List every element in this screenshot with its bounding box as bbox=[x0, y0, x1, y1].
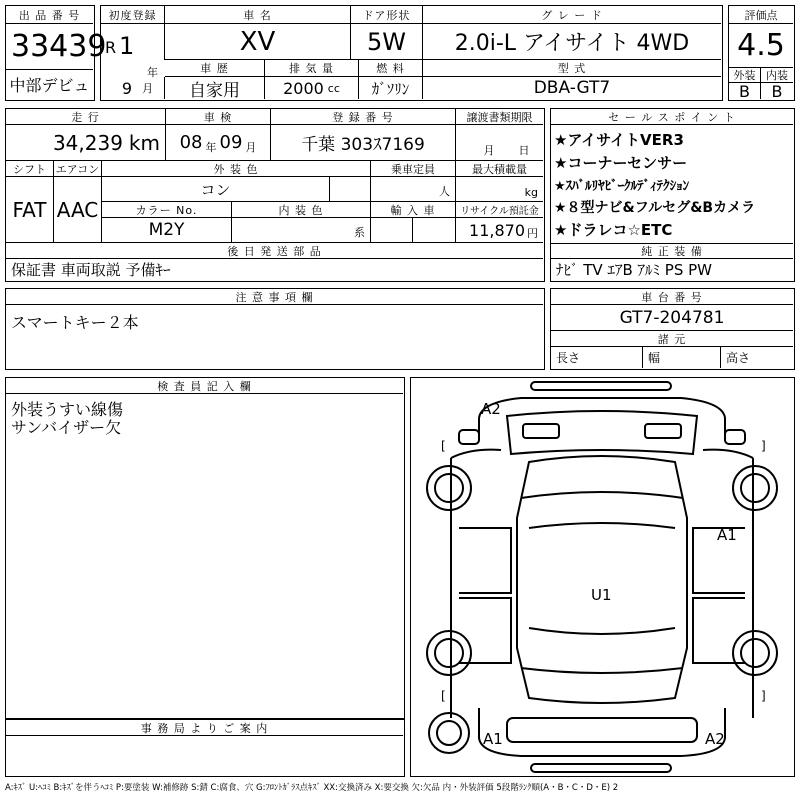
lot-block bbox=[5, 5, 107, 101]
sales-header: セ ー ル ス ポ イ ン ト bbox=[551, 109, 793, 125]
color-no-value: M2Y bbox=[102, 218, 232, 243]
mark-rear-left: A1 bbox=[483, 730, 503, 748]
recycle-unit: 円 bbox=[527, 227, 538, 240]
main-info-block bbox=[100, 5, 723, 101]
mileage-unit: km bbox=[128, 130, 160, 155]
registration-header: 初度登録 bbox=[101, 6, 165, 24]
later-parts-header: 後 日 発 送 部 品 bbox=[6, 243, 543, 259]
width-label: 幅 bbox=[643, 347, 721, 368]
inspection-year: 08 bbox=[179, 132, 203, 153]
interior-color-header: 内 装 色 bbox=[232, 202, 371, 218]
transfer-header: 譲渡書類期限 bbox=[456, 109, 543, 125]
sales-point-5: ★ドラレコ☆ETC bbox=[554, 221, 673, 239]
interior-color-unit: 系 bbox=[232, 218, 371, 243]
door-value: 5W bbox=[351, 24, 423, 60]
displacement-value: 2000 bbox=[283, 78, 324, 98]
grade-value: 2.0i-L アイサイト 4WD bbox=[423, 24, 721, 60]
registration-month: 9 bbox=[121, 78, 133, 98]
inspection-month-unit: 月 bbox=[245, 140, 257, 154]
notes-block bbox=[5, 288, 545, 370]
import-cell-a bbox=[371, 218, 413, 243]
notes-value: スマートキー２本 bbox=[11, 313, 139, 332]
door-header: ドア形状 bbox=[351, 6, 423, 24]
registration-month-cell bbox=[101, 77, 165, 99]
equipment-header: 純 正 装 備 bbox=[551, 243, 793, 259]
history-value: 自家用 bbox=[165, 77, 265, 99]
svg-text:]: ] bbox=[761, 689, 766, 703]
registration-year: 1 bbox=[119, 32, 135, 60]
recycle-cell bbox=[456, 218, 543, 243]
score-block bbox=[728, 5, 795, 101]
sales-point-3: ★ｽﾊﾞﾙﾘﾔﾋﾞｰｸﾙﾃﾞｨﾃｸｼｮﾝ bbox=[554, 179, 690, 194]
car-name-value: XV bbox=[165, 24, 351, 60]
exterior-color-value: コン bbox=[102, 177, 330, 202]
svg-text:[: [ bbox=[441, 689, 446, 703]
registration-cell bbox=[101, 24, 165, 79]
max-load-header: 最大積載量 bbox=[456, 161, 543, 177]
mark-front-left: A2 bbox=[481, 400, 501, 418]
grade-header: グ レ ー ド bbox=[423, 6, 721, 24]
legend-text: A:ｷｽﾞ U:ﾍｺﾐ B:ｷｽﾞを伴うﾍｺﾐ P:要塗装 W:補修跡 S:錆 C:腐食、穴 G:ﾌﾛﾝﾄｶﾞﾗｽ点ｷｽﾞ XX:交換済み X:要交換 欠:欠品 内・外装評価 5段階ﾗﾝｸ順(A・B・C・D・E) 2 bbox=[5, 783, 619, 793]
mark-right-side: A1 bbox=[717, 526, 737, 544]
interior-score-value: B bbox=[771, 81, 783, 101]
month-unit: 月 bbox=[142, 82, 154, 95]
import-header: 輸 入 車 bbox=[371, 202, 456, 218]
sales-point-2: ★コーナーセンサー bbox=[554, 154, 688, 172]
sales-point-4: ★８型ナビ&フルセグ&Bカメラ bbox=[554, 200, 756, 216]
chassis-block bbox=[550, 288, 795, 370]
fuel-header: 燃 料 bbox=[359, 60, 423, 77]
transfer-month-unit: 月 bbox=[483, 143, 495, 157]
office-header: 事 務 局 よ り ご 案 内 bbox=[6, 720, 403, 736]
sales-point-1: ★アイサイトVER3 bbox=[554, 131, 684, 149]
history-header: 車 歴 bbox=[165, 60, 265, 77]
exterior-score-value: B bbox=[729, 83, 761, 99]
aircon-value: AAC bbox=[54, 177, 102, 243]
recycle-value: 11,870 bbox=[469, 220, 525, 240]
auction-name: 中部デビュ bbox=[9, 76, 90, 95]
shift-value: FAT bbox=[6, 177, 54, 243]
shift-header: シフト bbox=[6, 161, 54, 177]
svg-text:]: ] bbox=[761, 439, 766, 453]
transfer-cell bbox=[456, 125, 543, 161]
inspection-header: 車 検 bbox=[166, 109, 271, 125]
plate-header: 登 録 番 号 bbox=[271, 109, 456, 125]
year-unit: 年 bbox=[147, 66, 158, 79]
height-label: 高さ bbox=[726, 351, 751, 365]
model-code-header: 型 式 bbox=[423, 60, 721, 77]
capacity-unit: 人 bbox=[371, 177, 456, 202]
length-label: 長さ bbox=[551, 347, 643, 368]
interior-score-header: 内装 bbox=[761, 68, 793, 83]
notes-header: 注 意 事 項 欄 bbox=[6, 289, 543, 305]
inspector-header: 検 査 員 記 入 欄 bbox=[6, 378, 403, 394]
aircon-header: エアコン bbox=[54, 161, 102, 177]
import-cell-b bbox=[413, 218, 456, 243]
inspector-block bbox=[5, 377, 405, 719]
mark-rear-right: A2 bbox=[705, 730, 725, 748]
chassis-header: 車 台 番 号 bbox=[551, 289, 793, 305]
transfer-day-unit: 日 bbox=[518, 143, 530, 157]
inspector-line-2: サンバイザー欠 bbox=[11, 418, 122, 437]
sales-block bbox=[550, 108, 795, 282]
later-parts-value: 保証書 車両取説 予備ｷｰ bbox=[11, 261, 171, 279]
car-diagram bbox=[410, 377, 795, 777]
lot-header: 出 品 番 号 bbox=[6, 6, 93, 24]
color-no-header: カラー No. bbox=[102, 202, 232, 218]
max-load-unit: kg bbox=[456, 177, 543, 202]
score-header: 評価点 bbox=[729, 6, 793, 24]
inspection-year-unit: 年 bbox=[205, 140, 217, 154]
mileage-header: 走 行 bbox=[6, 109, 166, 125]
displacement-unit: cc bbox=[327, 81, 340, 95]
lot-number: 33439 bbox=[6, 24, 93, 70]
exterior-color-extra bbox=[330, 177, 371, 202]
inspector-line-1: 外装うすい線傷 bbox=[11, 400, 124, 419]
exterior-score-header: 外装 bbox=[729, 68, 761, 83]
mark-roof: U1 bbox=[591, 586, 612, 604]
mileage-cell bbox=[6, 125, 166, 161]
exterior-color-header: 外 装 色 bbox=[102, 161, 371, 177]
capacity-header: 乗車定員 bbox=[371, 161, 456, 177]
score-value: 4.5 bbox=[729, 24, 793, 68]
fuel-value: ｶﾞｿﾘﾝ bbox=[359, 77, 423, 99]
model-code-value: DBA-GT7 bbox=[533, 78, 611, 98]
displacement-header: 排 気 量 bbox=[265, 60, 359, 77]
svg-text:[: [ bbox=[441, 439, 446, 453]
recycle-header: リサイクル預託金 bbox=[456, 202, 543, 218]
car-outline-svg bbox=[411, 378, 793, 775]
displacement-cell bbox=[265, 77, 359, 99]
mileage-value: 34,239 bbox=[52, 130, 123, 155]
car-name-header: 車 名 bbox=[165, 6, 351, 24]
inspection-cell bbox=[166, 125, 271, 161]
era-value: R bbox=[105, 38, 117, 57]
chassis-value: GT7-204781 bbox=[551, 305, 793, 331]
office-block bbox=[5, 719, 405, 777]
spec-header: 諸 元 bbox=[551, 331, 793, 347]
equipment-value: ﾅﾋﾞ TV ｴｱB ｱﾙﾐ PS PW bbox=[556, 261, 712, 279]
detail-block bbox=[5, 108, 545, 282]
plate-value: 千葉 303ｽ7169 bbox=[271, 125, 456, 161]
inspection-month: 09 bbox=[219, 132, 243, 153]
